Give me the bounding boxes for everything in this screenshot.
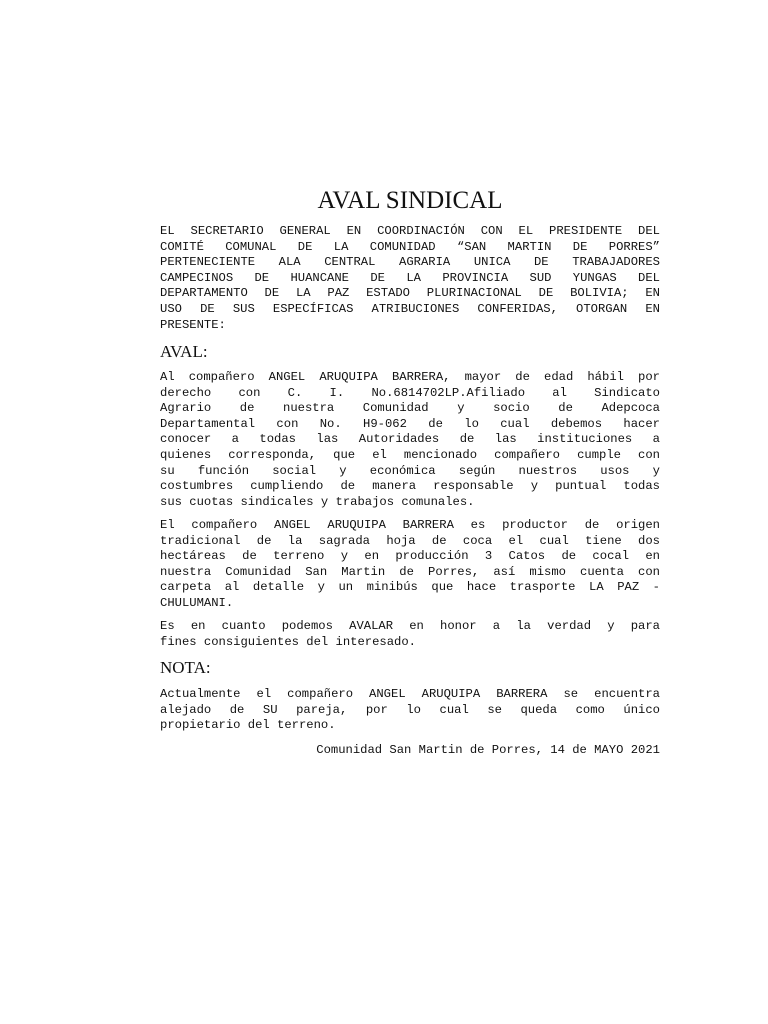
intro-line: USO DE SUS ESPECÍFICAS ATRIBUCIONES CONFERIDAS, OTORGAN EN [160,301,660,316]
intro-line: EL SECRETARIO GENERAL EN COORDINACIÓN CON EL PRESIDENTE DEL [160,224,660,238]
paragraph-line: Actualmente el compañero ANGEL ARUQUIPA BARRERA se encuentra [160,687,660,701]
paragraph-line: CHULUMANI. [160,595,234,610]
paragraph-line: alejado de SU pareja, por lo cual se queda como único [160,702,660,717]
paragraph-line: Agrario de nuestra Comunidad y socio de Adepcoca [160,401,660,416]
intro-line: PRESENTE: [160,317,226,332]
paragraph-line: nuestra Comunidad San Martin de Porres, así mismo cuenta con [160,564,660,579]
paragraph-line: Departamental con No. H9-062 de lo cual debemos hacer [160,416,660,431]
paragraph-line: sus cuotas sindicales y trabajos comunales. [160,494,475,509]
document-title: AVAL SINDICAL [317,187,503,214]
nota-heading: NOTA: [160,658,211,677]
intro-paragraph [160,224,660,333]
producer-paragraph [160,518,660,612]
aval-paragraph [160,370,660,510]
aval-heading: AVAL: [160,342,208,361]
paragraph-line: propietario del terreno. [160,718,336,733]
paragraph-line: tradicional de la sagrada hoja de coca el cual tiene dos [160,533,660,548]
paragraph-line: carpeta al detalle y un minibús que hace trasporte LA PAZ - [160,580,660,595]
intro-line: DEPARTAMENTO DE LA PAZ ESTADO PLURINACIONAL DE BOLIVIA; EN [160,286,660,301]
endorsement-paragraph [160,619,660,650]
intro-line: PERTENECIENTE ALA CENTRAL AGRARIA UNICA DE TRABAJADORES [160,255,660,270]
paragraph-line: derecho con C. I. No.6814702LP.Afiliado al Sindicato [160,385,660,400]
paragraph-line: costumbres cumpliendo de manera responsable y puntual todas [160,479,660,494]
paragraph-line: Al compañero ANGEL ARUQUIPA BARRERA, mayor de edad hábil por [160,370,660,384]
intro-line: COMITÉ COMUNAL DE LA COMUNIDAD “SAN MARTIN DE PORRES” [160,239,660,254]
nota-paragraph [160,687,660,734]
paragraph-line: Es en cuanto podemos AVALAR en honor a la verdad y para [160,619,660,633]
paragraph-line: fines consiguientes del interesado. [160,634,416,649]
paragraph-line: conocer a todas las Autoridades de las instituciones a [160,432,660,447]
paragraph-line: hectáreas de terreno y en producción 3 Catos de cocal en [160,549,660,564]
paragraph-line: su función social y económica según nuestros usos y [160,463,660,478]
dateline: Comunidad San Martin de Porres, 14 de MAYO 2021 [316,743,660,757]
paragraph-line: El compañero ANGEL ARUQUIPA BARRERA es productor de origen [160,518,660,532]
paragraph-line: quienes corresponda, que el mencionado compañero cumple con [160,447,660,462]
intro-line: CAMPECINOS DE HUANCANE DE LA PROVINCIA SUD YUNGAS DEL [160,270,660,285]
